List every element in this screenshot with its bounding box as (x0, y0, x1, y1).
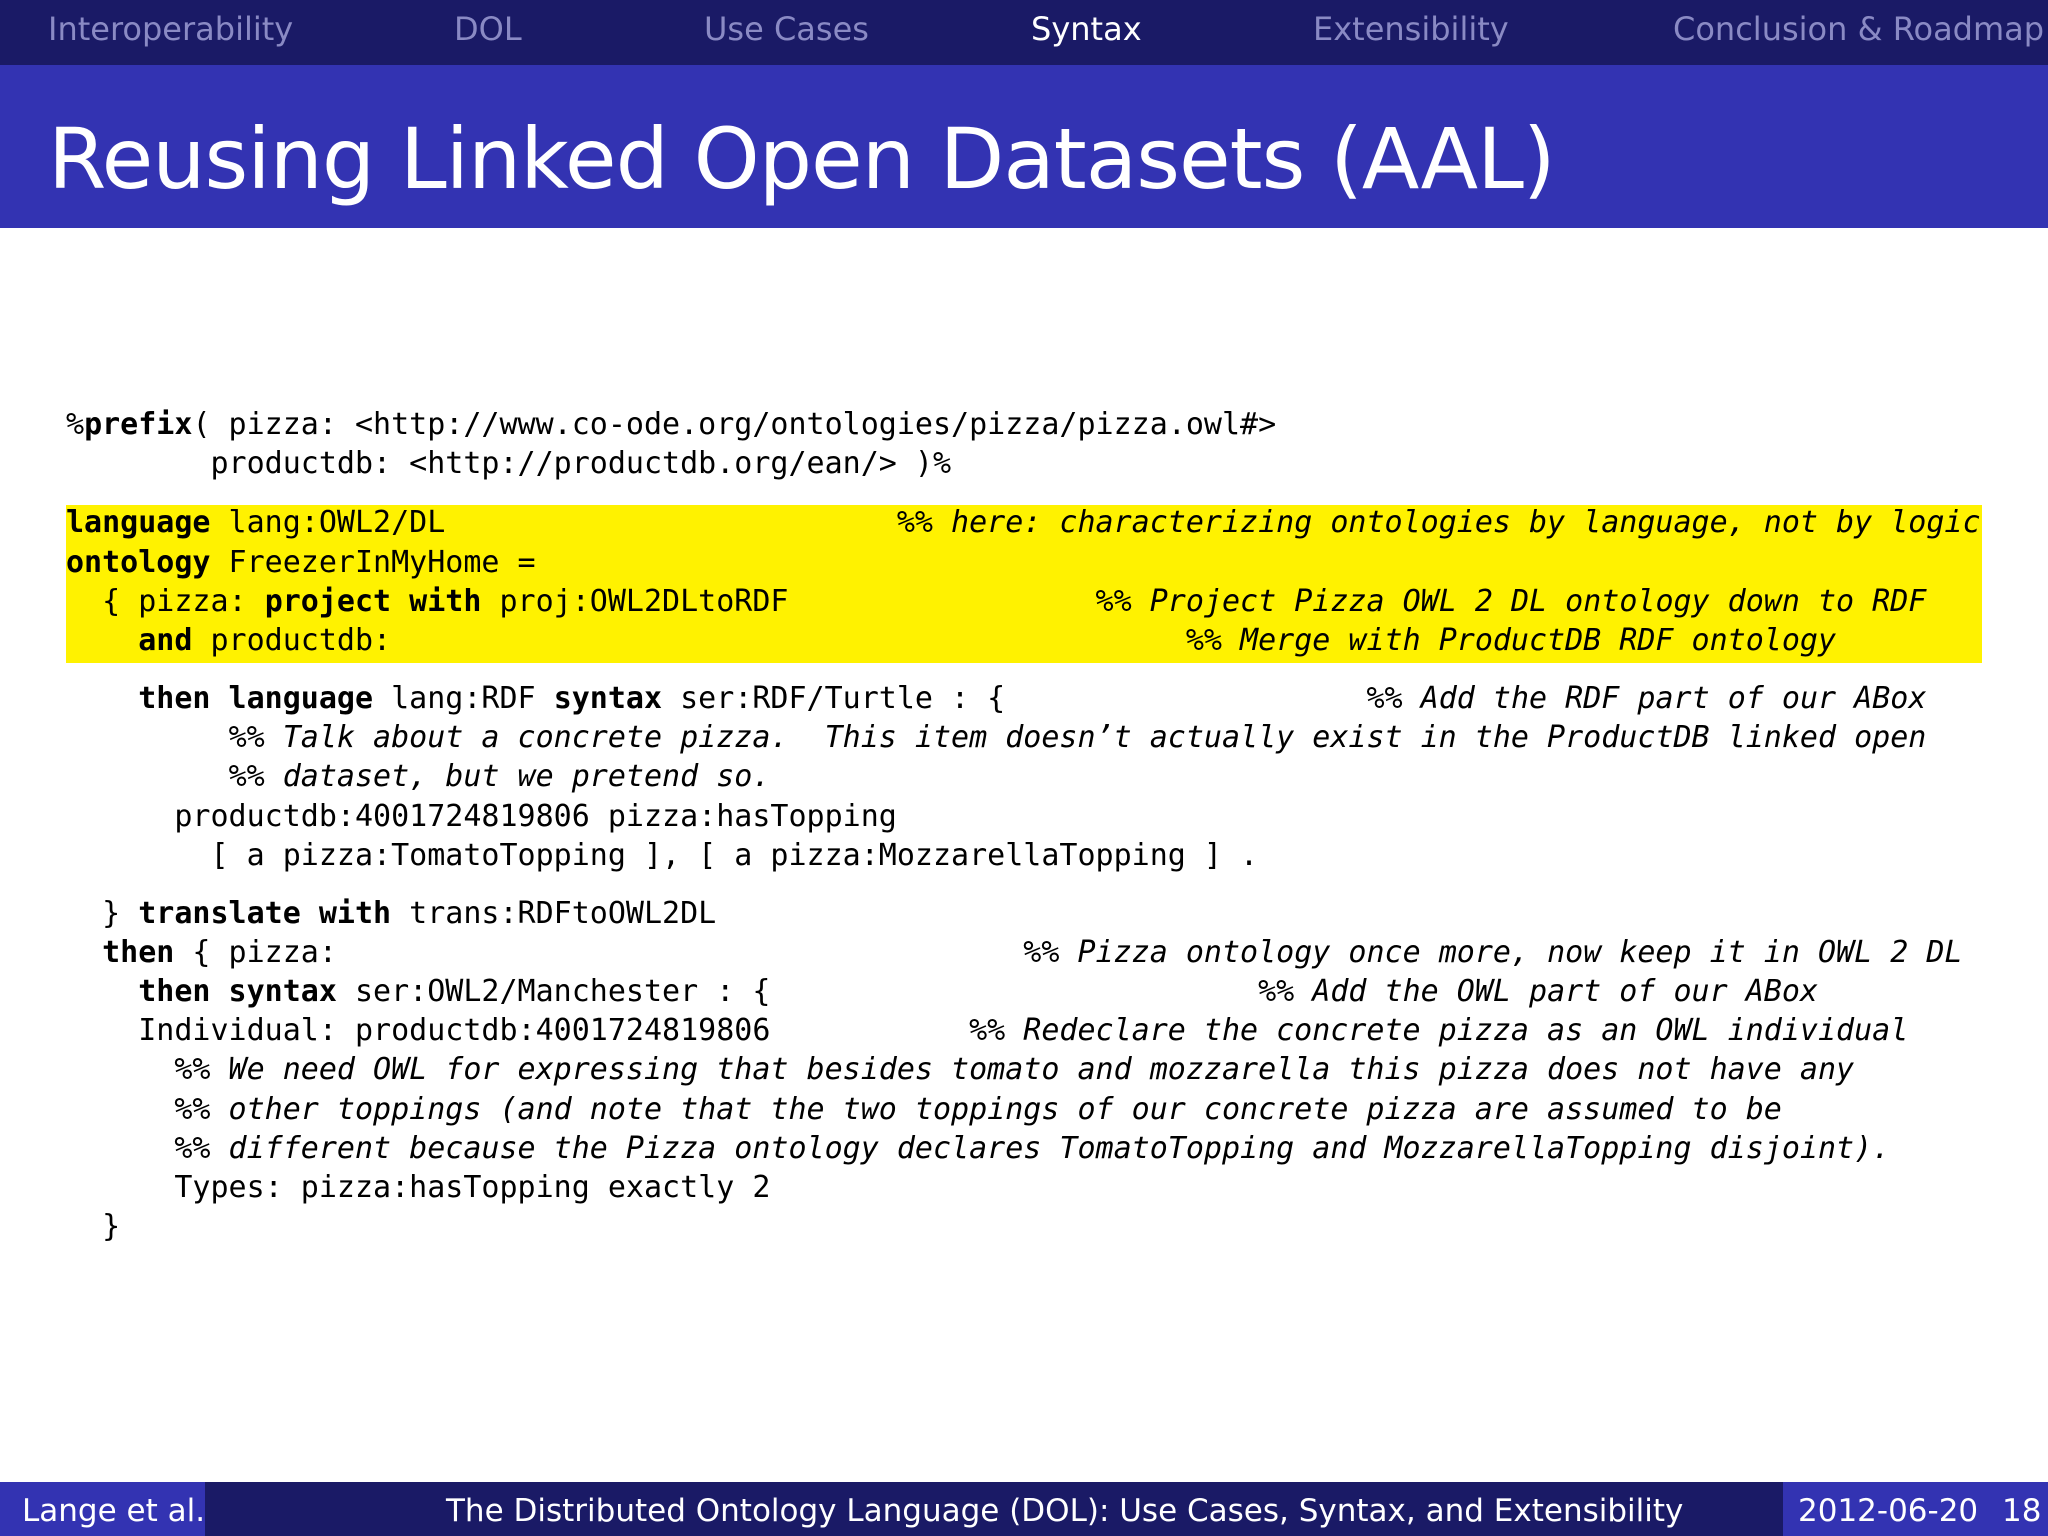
nav-item-interoperability[interactable]: Interoperability (48, 10, 294, 48)
code-line (66, 974, 1818, 1009)
nav-item-conclusion-roadmap[interactable]: Conclusion & Roadmap (1673, 10, 2045, 48)
code-keyword: syntax (553, 681, 663, 716)
code-text: lang:RDF (373, 681, 554, 716)
nav-item-use-cases[interactable]: Use Cases (704, 10, 869, 48)
title-bar (0, 65, 2048, 228)
code-text (66, 974, 138, 1009)
code-line (66, 799, 897, 834)
code-text: FreezerInMyHome = (210, 545, 536, 580)
code-keyword: then (102, 935, 175, 970)
code-text: Types: pizza:hasTopping exactly 2 (66, 1170, 771, 1205)
slide-title: Reusing Linked Open Datasets (AAL) (48, 110, 1555, 208)
code-text: ser:RDF/Turtle : { (662, 681, 1367, 716)
code-line (66, 1131, 1890, 1166)
code-line (66, 1013, 1908, 1048)
code-text: { pizza: (174, 935, 1024, 970)
code-text (66, 1131, 174, 1166)
code-line (66, 896, 716, 931)
code-text: productdb: <http://productdb.org/ean/> )% (66, 446, 952, 481)
code-text (66, 720, 229, 755)
code-line (66, 584, 1926, 619)
code-text: trans:RDFtoOWL2DL (391, 896, 717, 931)
code-text: Individual: productdb:4001724819806 (66, 1013, 970, 1048)
top-navigation (0, 0, 2048, 65)
code-line (66, 446, 951, 481)
code-text: productdb:4001724819806 pizza:hasTopping (66, 799, 897, 834)
code-keyword: project with (264, 584, 482, 619)
code-text: ( pizza: <http://www.co-ode.org/ontologies/pizza/pizza.owl#> (192, 407, 1277, 442)
code-line (66, 1170, 770, 1205)
code-text (66, 1092, 174, 1127)
code-line (66, 681, 1926, 716)
code-comment: %% here: characterizing ontologies by language, not by logic (896, 505, 1981, 540)
code-comment: %% Merge with ProductDB RDF ontology (1185, 623, 1837, 658)
nav-item-syntax[interactable]: Syntax (1031, 10, 1142, 48)
code-comment: %% Pizza ontology once more, now keep it in OWL 2 DL (1023, 935, 1963, 970)
code-comment: %% Redeclare the concrete pizza as an OWL individual (969, 1013, 1909, 1048)
code-keyword: language (66, 505, 211, 540)
code-comment: %% Project Pizza OWL 2 DL ontology down to RDF (1095, 584, 1927, 619)
code-text: proj:OWL2DLtoRDF (481, 584, 1096, 619)
code-text: [ a pizza:TomatoTopping ], [ a pizza:MozzarellaTopping ] . (66, 838, 1259, 873)
code-comment: %% other toppings (and note that the two toppings of our concrete pizza are assumed to be (174, 1092, 1782, 1127)
code-line (66, 1092, 1782, 1127)
code-text (66, 1052, 174, 1087)
code-keyword: translate with (138, 896, 392, 931)
footer-date: 2012-06-20 (1798, 1493, 1979, 1529)
code-text (66, 759, 229, 794)
code-comment: %% We need OWL for expressing that besides tomato and mozzarella this pizza does not have any (174, 1052, 1855, 1087)
code-text: { pizza: (66, 584, 265, 619)
code-line (66, 759, 770, 794)
code-keyword: then syntax (138, 974, 337, 1009)
code-text (66, 935, 102, 970)
footer-page-number: 18 (2002, 1493, 2042, 1529)
code-text: } (66, 1209, 121, 1244)
code-comment: %% Add the RDF part of our ABox (1366, 681, 1927, 716)
code-line (66, 838, 1258, 873)
code-text (66, 681, 138, 716)
code-text: ser:OWL2/Manchester : { (336, 974, 1259, 1009)
code-comment: %% Add the OWL part of our ABox (1258, 974, 1818, 1009)
code-comment: %% Talk about a concrete pizza. This item doesn’t actually exist in the ProductDB linked open (228, 720, 1927, 755)
code-line (66, 1209, 120, 1244)
code-keyword: prefix (84, 407, 193, 442)
code-line (66, 623, 1836, 658)
footer-bar (0, 1482, 2048, 1536)
code-keyword: ontology (66, 545, 211, 580)
footer-authors: Lange et al. (22, 1493, 206, 1529)
code-line (66, 505, 1981, 540)
nav-item-extensibility[interactable]: Extensibility (1313, 10, 1509, 48)
code-comment: %% dataset, but we pretend so. (228, 759, 771, 794)
code-line (66, 1052, 1854, 1087)
code-line (66, 407, 1276, 442)
code-keyword: and (138, 623, 193, 658)
footer-talk-title: The Distributed Ontology Language (DOL): Use Cases, Syntax, and Extensibility (446, 1493, 1684, 1529)
code-text: lang:OWL2/DL (210, 505, 897, 540)
code-text: } (66, 896, 139, 931)
code-line (66, 720, 1926, 755)
code-keyword: then language (138, 681, 374, 716)
code-text: % (66, 407, 85, 442)
code-text (66, 623, 138, 658)
code-comment: %% different because the Pizza ontology declares TomatoTopping and MozzarellaTopping disjoint). (174, 1131, 1891, 1166)
code-line (66, 545, 536, 580)
nav-item-dol[interactable]: DOL (454, 10, 522, 48)
code-line (66, 935, 1962, 970)
code-text: productdb: (192, 623, 1186, 658)
